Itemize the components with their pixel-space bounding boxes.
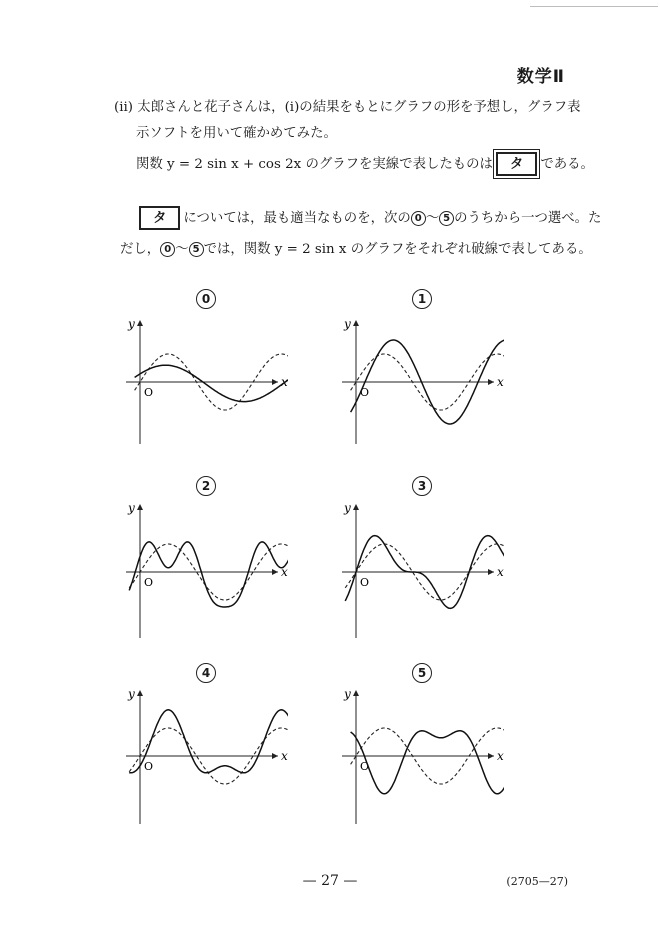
graph-choice-0[interactable] <box>118 316 288 446</box>
question-line-1: (ⅱ) 太郎さんと花子さんは，(ⅰ)の結果をもとにグラフの形を予想し，グラフ表 <box>114 100 581 115</box>
exam-code: (2705—27) <box>506 875 568 888</box>
function-statement: 関数 y = 2 sin x + cos 2x のグラフを実線で表したものは <box>136 157 493 172</box>
choice-label-5: 5 <box>412 663 432 683</box>
y-axis-label: y <box>344 501 351 515</box>
origin-label: O <box>360 760 370 773</box>
origin-label: O <box>360 576 370 589</box>
x-axis-arrow <box>272 753 278 759</box>
note-tilde: ～ <box>175 242 189 257</box>
y-axis-arrow <box>353 320 359 326</box>
y-axis-label: y <box>128 317 135 331</box>
answer-box-ta-reference: タ <box>139 206 180 230</box>
x-axis-arrow <box>488 379 494 385</box>
question-line-5 <box>120 237 592 263</box>
solid-curve <box>135 365 288 401</box>
choice-label-3: 3 <box>412 476 432 496</box>
y-axis-arrow <box>353 504 359 510</box>
y-axis-label: y <box>344 687 351 701</box>
graph-choice-4[interactable] <box>118 686 288 826</box>
x-axis-label: x <box>281 749 288 763</box>
y-axis-arrow <box>353 690 359 696</box>
question-line-3 <box>136 152 594 178</box>
y-axis-label: y <box>128 687 135 701</box>
x-axis-label: x <box>497 565 504 579</box>
graph-choice-3[interactable] <box>334 500 504 640</box>
x-axis-arrow <box>488 569 494 575</box>
instruction-end: のうちから一つ選べ。た <box>454 211 602 226</box>
note-marker-end: 5 <box>189 242 204 257</box>
x-axis-label: x <box>281 375 288 389</box>
graph-choice-5[interactable] <box>334 686 504 826</box>
solid-curve <box>129 542 288 607</box>
page-number: — 27 — <box>302 873 358 889</box>
choice-label-2: 2 <box>196 476 216 496</box>
x-axis-arrow <box>272 569 278 575</box>
question-line-2: 示ソフトを用いて確かめてみた。 <box>136 126 337 141</box>
origin-label: O <box>144 576 154 589</box>
x-axis-arrow <box>272 379 278 385</box>
instruction-text: については，最も適当なものを，次の <box>183 211 411 226</box>
note-text: では，関数 y = 2 sin x のグラフをそれぞれ破線で表してある。 <box>203 242 592 257</box>
choice-label-4: 4 <box>196 663 216 683</box>
answer-box-ta[interactable]: タ <box>496 152 537 176</box>
y-axis-arrow <box>137 320 143 326</box>
choice-marker-end: 5 <box>439 211 454 226</box>
origin-label: O <box>144 386 154 399</box>
x-axis-label: x <box>497 375 504 389</box>
y-axis-arrow <box>137 690 143 696</box>
solid-curve <box>351 731 504 794</box>
note-marker-start: 0 <box>160 242 175 257</box>
origin-label: O <box>144 760 154 773</box>
range-tilde: ～ <box>425 211 440 226</box>
y-axis-arrow <box>137 504 143 510</box>
graph-choice-1[interactable] <box>334 316 504 446</box>
top-rule <box>530 6 658 7</box>
y-axis-label: y <box>344 317 351 331</box>
statement-end: である。 <box>540 157 594 172</box>
x-axis-label: x <box>497 749 504 763</box>
note-start: だし， <box>120 242 161 257</box>
graph-choice-2[interactable] <box>118 500 288 640</box>
y-axis-label: y <box>128 501 135 515</box>
choice-label-1: 1 <box>412 289 432 309</box>
x-axis-arrow <box>488 753 494 759</box>
origin-label: O <box>360 386 370 399</box>
choice-marker-start: 0 <box>411 211 426 226</box>
question-line-4 <box>136 206 601 232</box>
choice-label-0: 0 <box>196 289 216 309</box>
subject-header: 数学Ⅱ <box>516 67 565 87</box>
x-axis-label: x <box>281 565 288 579</box>
